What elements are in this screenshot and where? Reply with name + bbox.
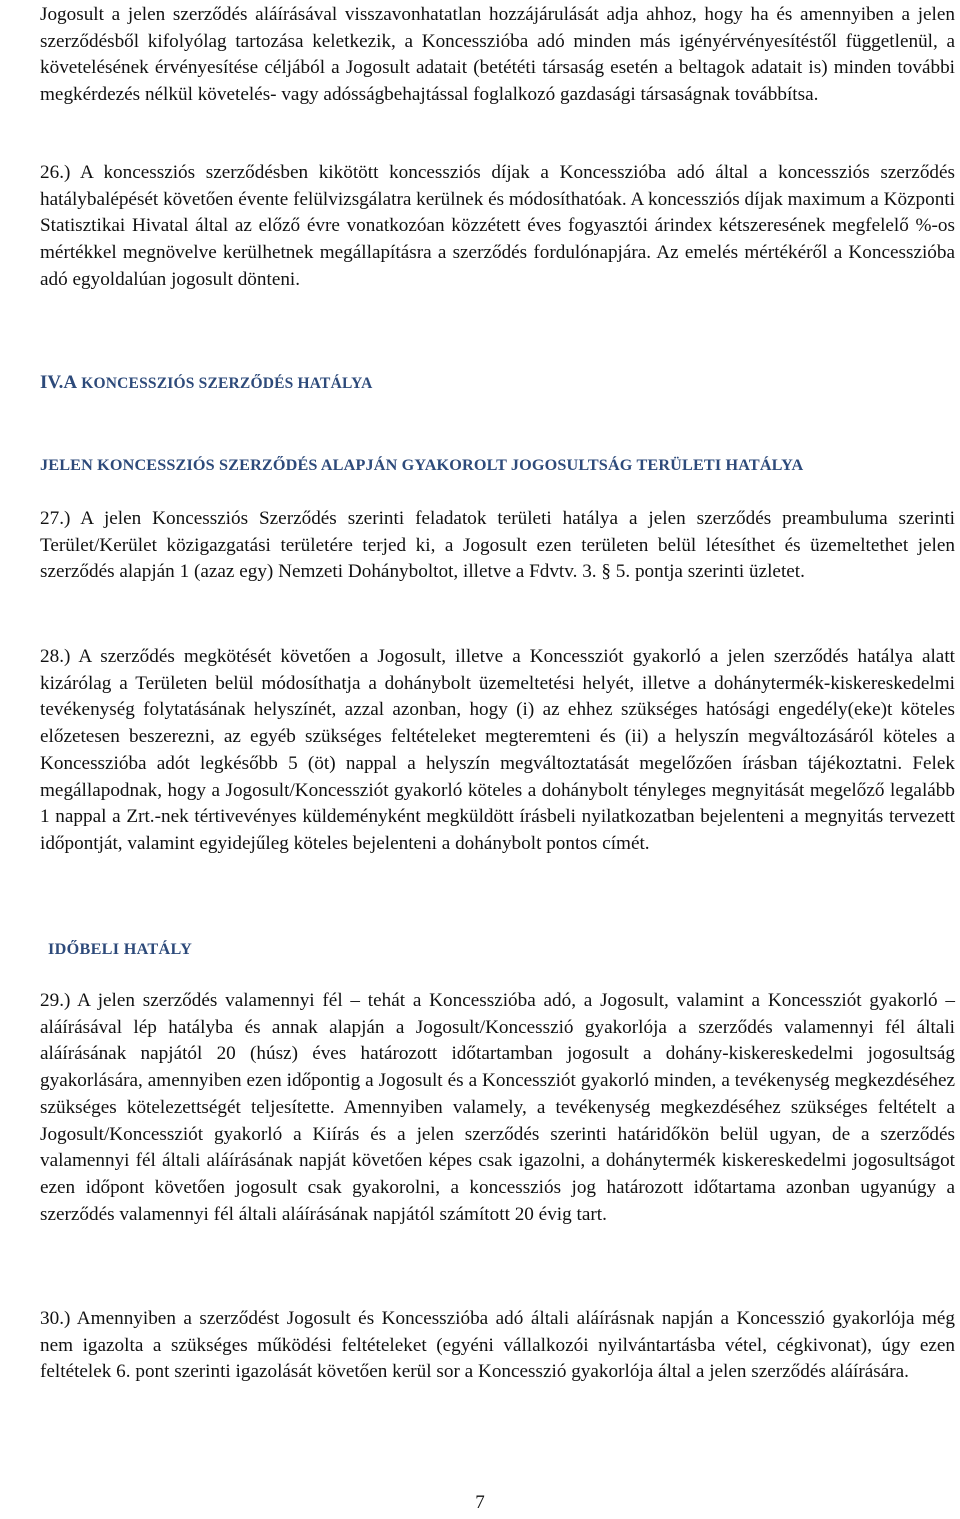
territorial-scope-heading: JELEN KONCESSZIÓS SZERZŐDÉS ALAPJÁN GYAKOROLT JOGOSULTSÁG TERÜLETI HATÁLYA: [40, 456, 804, 474]
paragraph-27-block: [40, 506, 955, 586]
paragraph-26: [40, 160, 955, 294]
page-number: 7: [475, 1492, 485, 1513]
section-heading-initial: A: [63, 372, 78, 393]
paragraph-27-number: 27.): [40, 508, 71, 529]
paragraph-28-number: 28.): [40, 646, 71, 667]
paragraph-28-text: A szerződés megkötését követően a Jogosult, illetve a Koncessziót gyakorló a jelen szerződés hatálya alatt kizárólag a Területen belül módosíthatja a dohánybolt üzemeltetési helyét, illetve a dohánytermék-kiskereskedelmi tevékenység folytatásának helyszínét, azzal azonban, hogy (i) az ehhez szükséges hatósági engedély(eke)t köteles előzetesen beszerezni, az egyéb szükséges feltételeket megteremteni és (ii) a helyszín megváltozásáról köteles a Koncesszióba adót legkésőbb 5 (öt) nappal a helyszín megváltoztatását megelőzően írásban tájékoztatni. Felek megállapodnak, hogy a Jogosult/Koncessziót gyakorló köteles a dohánybolt tényleges megnyitását megelőző legalább 1 nappal a Zrt.-nek tértivevényes küldeményként megküldött írásbeli nyilatkozatban bejelenteni a megnyitás tervezett időpontját, valamint egyidejűleg köteles bejelenteni a dohánybolt pontos címét.: [40, 646, 955, 854]
paragraph-30-number: 30.): [40, 1308, 71, 1329]
paragraph-28: [40, 644, 955, 858]
paragraph-26-text: A koncessziós szerződésben kikötött koncessziós díjak a Koncesszióba adó által a koncessziós szerződés hatálybalépését követően évente felülvizsgálatra kerülnek és módosíthatóak. A koncessziós díjak maximum a Központi Statisztikai Hivatal által az előző évre vonatkozóan közzétett éves fogyasztói árindex kétszeresének megfelelő %-os mértékkel megnövelve kerülhetnek megállapításra a szerződés fordulónapjára. Az emelés mértékéről a Koncesszióba adó egyoldalúan jogosult dönteni.: [40, 162, 955, 290]
paragraph-29-block: [40, 988, 955, 1228]
section-heading-title: KONCESSZIÓS SZERZŐDÉS HATÁLYA: [77, 375, 373, 392]
paragraph-29-text: A jelen szerződés valamennyi fél – tehát a Koncesszióba adó, a Jogosult, valamint a Koncessziót gyakorló – aláírásával lép hatályba és annak alapján a Jogosult/Koncesszió gyakorlója a szerződés valamennyi fél általi aláírásának napjától 20 (húsz) éves határozott időtartamban jogosult a dohány-kiskereskedelmi jogosultság gyakorlására, amennyiben ezen időpontig a Jogosult és a Koncessziót gyakorló minden, a tevékenység megkezdéséhez szükséges kötelezettségét teljesítette. Amennyiben valamely, a tevékenység megkezdéséhez szükséges feltételt a Jogosult/Koncessziót gyakorló a Kiírás és a jelen szerződés szerinti határidőkön belül ugyan, de a szerződés valamennyi fél általi aláírásának napját követően képes csak igazolni, a dohánytermék kiskereskedelmi jogosultságot ezen időpont követően jogosult csak gyakorolni, a koncessziós jog határozott időtartama azonban ugyanúgy a szerződés valamennyi fél általi aláírásának napjától számított 20 évig tart.: [40, 990, 955, 1225]
section-roman-numeral: IV.: [40, 372, 64, 393]
paragraph-30-block: [40, 1306, 955, 1386]
paragraph-30-text: Amennyiben a szerződést Jogosult és Koncesszióba adó általi aláírásnak napján a Koncesszió gyakorlója még nem igazolta a szükséges működési feltételeket (egyéni vállalkozói nyilvántartásba vétel, cégkivonat), úgy ezen feltételek 6. pont szerinti igazolását követően kerül sor a Koncesszió gyakorlója által a jelen szerződés aláírására.: [40, 1308, 955, 1383]
intro-paragraph: Jogosult a jelen szerződés aláírásával visszavonhatatlan hozzájárulását adja ahhoz, hogy ha és amennyiben a jelen szerződésből kifolyólag tartozása keletkezik, a Koncesszióba adó minden más igényérvényesítéstől függetlenül, a követelésének érvényesítése céljából a Jogosult adatait (betététi társaság esetén a beltagok adatait is) minden további megkérdezés nélkül követelés- vagy adósságbehajtással foglalkozó gazdasági társaságnak továbbítsa.: [40, 4, 955, 106]
paragraph-26-block: [40, 160, 955, 294]
intro-paragraph-block: [40, 2, 955, 109]
paragraph-30: [40, 1306, 955, 1386]
paragraph-29-number: 29.): [40, 990, 71, 1011]
paragraph-26-number: 26.): [40, 162, 71, 183]
paragraph-28-block: [40, 644, 955, 858]
temporal-scope-heading: IDŐBELI HATÁLY: [48, 940, 193, 958]
section-heading-iv: [40, 372, 372, 394]
paragraph-27-text: A jelen Koncessziós Szerződés szerinti feladatok területi hatálya a jelen szerződés preambuluma szerinti Terület/Kerület közigazgatási területére terjed ki, a Jogosult ezen területen belül létesíthet és üzemeltethet jelen szerződés alapján 1 (azaz egy) Nemzeti Dohányboltot, illetve a Fdvtv. 3. § 5. pontja szerinti üzletet.: [40, 508, 955, 583]
paragraph-29: [40, 988, 955, 1228]
paragraph-27: [40, 506, 955, 586]
